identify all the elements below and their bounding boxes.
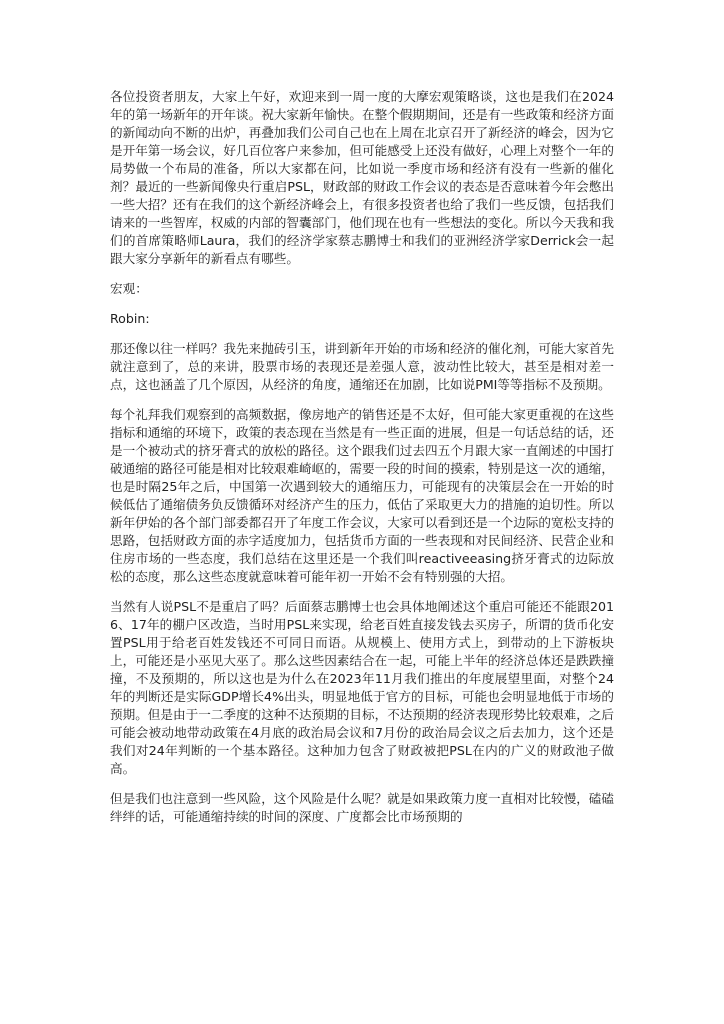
body-paragraph: 当然有人说PSL不是重启了吗？后面蔡志鹏博士也会具体地阐述这个重启可能还不能跟2016、17年的棚户区改造，当时用PSL来实现，给老百姓直接发钱去买房子，所谓的货币化安置PSL用于给老百姓发钱还不可同日而语。从规模上、使用方式上，到带动的上下游板块上，可能还是小巫见大巫了。那么这些因素结合在一起，可能上半年的经济总体还是跌跌撞撞，不及预期的，所以这也是为什么在2023年11月我们推出的年度展望里面，对整个24年的判断还是实际GDP增长4%出头，明显地低于官方的目标，可能也会明显地低于市场的预期。但是由于一二季度的这种不达预期的目标，不达预期的经济表现形势比较艰难，之后可能会被动地带动政策在4月底的政治局会议和7月份的政治局会议之后去加力，这个还是我们对24年判断的一个基本路径。这种加力包含了财政被把PSL在内的广义的财政池子做高。 bbox=[110, 599, 614, 776]
body-paragraph: 每个礼拜我们观察到的高频数据，像房地产的销售还是不太好，但可能大家更重视的在这些指标和通缩的环境下，政策的表态现在当然是有一些正面的进展，但是一句话总结的话，还是一个被动式的挤牙膏式的放松的路径。这个跟我们过去四五个月跟大家一直阐述的中国打破通缩的路径可能是相对比较艰难崎岖的，需要一段的时间的摸索，特别是这一次的通缩，也是时隔25年之后，中国第一次遇到较大的通缩压力，可能现有的决策层会在一开始的时候低估了通缩债务负反馈循环对经济产生的压力，低估了采取更大力的措施的迫切性。所以新年伊始的各个部门部委都召开了年度工作会议，大家可以看到还是一个边际的宽松支持的思路，包括财政方面的赤字适度加力，包括货币方面的一些表现和对民间经济、民营企业和住房市场的一些态度，我们总结在这里还是一个我们叫reactiveeasing挤牙膏式的边际放松的态度，那么这些态度就意味着可能年初一开始不会有特别强的大招。 bbox=[110, 407, 614, 584]
section-heading-macro: 宏观： bbox=[110, 281, 148, 296]
speaker-label-robin: Robin: bbox=[110, 311, 150, 326]
body-paragraph: 但是我们也注意到一些风险，这个风险是什么呢？就是如果政策力度一直相对比较慢，磕磕绊绊的话，可能通缩持续的时间的深度、广度都会比市场预期的 bbox=[110, 791, 614, 824]
document-body bbox=[110, 88, 614, 838]
intro-paragraph: 各位投资者朋友，大家上午好，欢迎来到一周一度的大摩宏观策略谈，这也是我们在2024年的第一场新年的开年谈。祝大家新年愉快。在整个假期期间，还是有一些政策和经济方面的新闻动向不断的出炉，再叠加我们公司自己也在上周在北京召开了新经济的峰会，因为它是开年第一场会议，好几百位客户来参加，但可能感受上还没有做好，心理上对整个一年的局势做一个布局的准备，所以大家都在问，比如说一季度市场和经济有没有一些新的催化剂？最近的一些新闻像央行重启PSL，财政部的财政工作会议的表态是否意味着今年会憋出一些大招？还有在我们的这个新经济峰会上，有很多投资者也给了我们一些反馈，包括我们请来的一些智库，权威的内部的智囊部门，他们现在也有一些想法的变化。所以今天我和我们的首席策略师Laura，我们的经济学家蔡志鹏博士和我们的亚洲经济学家Derrick会一起跟大家分享新年的新看点有哪些。 bbox=[110, 89, 614, 266]
body-paragraph: 那还像以往一样吗？我先来抛砖引玉，讲到新年开始的市场和经济的催化剂，可能大家首先就注意到了，总的来讲，股票市场的表现还是差强人意，波动性比较大，甚至是相对差一点，这也涵盖了几个原因，从经济的角度，通缩还在加剧，比如说PMI等等指标不及预期。 bbox=[110, 341, 614, 392]
